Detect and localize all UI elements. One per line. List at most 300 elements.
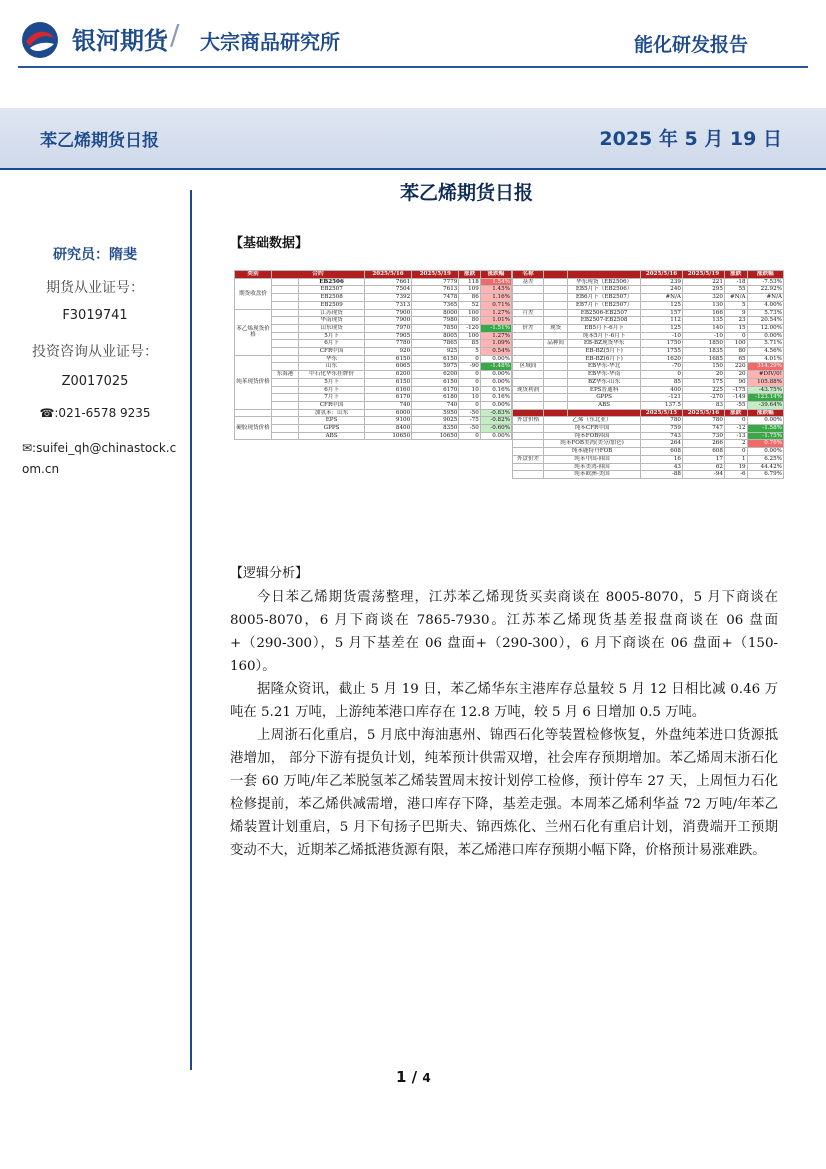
row-name: 纯苯CFR中国: [544, 425, 641, 433]
row-name: 纯苯5月下-6月下: [568, 332, 641, 340]
row-name: EB-BZ现货华东: [568, 340, 641, 348]
value-curr: 135: [682, 317, 724, 325]
table-row: [235, 417, 512, 425]
row-name: EB2507-EB2508: [568, 317, 641, 325]
row-name: GPPS: [299, 425, 365, 433]
value-prev: 6000: [364, 409, 411, 417]
value-pct: -1.51%: [480, 324, 511, 332]
table-header-cell: [568, 409, 641, 417]
row-sub-label: [544, 278, 568, 286]
value-change: #N/A: [724, 294, 747, 302]
value-prev: 7313: [364, 301, 411, 309]
row-sub-label: [272, 401, 299, 409]
value-change: 109: [459, 286, 480, 294]
license-label: 期货从业证号：: [46, 280, 144, 296]
value-prev: 400: [641, 386, 683, 394]
table-row: [235, 386, 512, 394]
table-row: [513, 386, 784, 394]
value-pct: -1.48%: [480, 363, 511, 371]
value-curr: 7865: [412, 340, 459, 348]
value-change: 0: [459, 401, 480, 409]
row-sub-label: [272, 378, 299, 386]
value-prev: 7900: [364, 309, 411, 317]
value-curr: 740: [412, 401, 459, 409]
row-sub-label: [272, 363, 299, 371]
table-header-cell: 2025/5/15: [641, 409, 683, 417]
row-name: ABS: [568, 401, 641, 409]
table-row: [513, 432, 784, 440]
value-curr: 1685: [682, 355, 724, 363]
email-link[interactable]: ✉:suifei_qh@chinastock.com.cn: [22, 441, 177, 476]
row-name: GPPS: [568, 394, 641, 402]
value-change: 86: [459, 294, 480, 302]
row-name: 山东: [299, 363, 365, 371]
value-change: 5: [724, 301, 747, 309]
table-row: [513, 417, 784, 425]
row-name: CFR中国: [299, 401, 365, 409]
value-curr: 6150: [412, 355, 459, 363]
row-name: EPS普通料: [568, 386, 641, 394]
row-name: 纯苯欧洲-美国: [544, 471, 641, 479]
value-change: 0: [459, 371, 480, 379]
row-sub-label: [272, 394, 299, 402]
value-pct: 0.71%: [480, 301, 511, 309]
value-prev: 920: [364, 348, 411, 356]
row-sub-label: [544, 394, 568, 402]
value-curr: 295: [682, 286, 724, 294]
row-sub-label: [544, 348, 568, 356]
value-prev: -10: [641, 332, 683, 340]
value-pct: -0.83%: [480, 409, 511, 417]
row-name: 纯苯美湾-韩国: [544, 463, 641, 471]
value-prev: 6150: [364, 355, 411, 363]
value-pct: 1.27%: [480, 332, 511, 340]
row-sub-label: [272, 417, 299, 425]
row-sub-label: [544, 378, 568, 386]
value-curr: 266: [682, 440, 724, 448]
header-rule: [18, 66, 808, 68]
value-change: 0: [724, 332, 747, 340]
company-name: 银河期货: [72, 27, 168, 55]
value-prev: 6160: [364, 386, 411, 394]
value-pct: -39.64%: [747, 401, 783, 409]
table-row: [235, 340, 512, 348]
table-header-cell: 2025/5/19: [412, 271, 459, 279]
value-change: -149: [724, 394, 747, 402]
row-group-label: [513, 332, 544, 340]
table-row: [235, 324, 512, 332]
row-sub-label: [544, 371, 568, 379]
row-sub-label: [544, 294, 568, 302]
row-sub-label: [272, 340, 299, 348]
row-group-label: [513, 371, 544, 379]
table-row: [513, 309, 784, 317]
row-name: 纯苯FOB韩国: [544, 432, 641, 440]
value-change: 23: [724, 317, 747, 325]
value-prev: 85: [641, 378, 683, 386]
value-curr: 175: [682, 378, 724, 386]
value-change: 55: [724, 286, 747, 294]
value-pct: -0.82%: [480, 417, 511, 425]
value-prev: 9100: [364, 417, 411, 425]
value-curr: 8005: [412, 332, 459, 340]
row-group-label: [513, 401, 544, 409]
table-row: [513, 286, 784, 294]
row-group-label: [513, 348, 544, 356]
value-curr: -94: [682, 471, 724, 479]
row-name: BZ华东-山东: [568, 378, 641, 386]
table-row: [513, 455, 784, 463]
sidebar-divider: [190, 190, 192, 1070]
table-header-row: [513, 271, 784, 279]
value-curr: -270: [682, 394, 724, 402]
row-name: 华南现货: [299, 317, 365, 325]
table-header-row: [513, 409, 784, 417]
row-group-label: 现货利润: [513, 386, 544, 394]
table-header-cell: 2025/5/16: [641, 271, 683, 279]
table-row: [513, 440, 784, 448]
table-header-cell: [513, 409, 544, 417]
value-prev: 125: [641, 301, 683, 309]
value-pct: 0.76%: [747, 440, 783, 448]
row-group-label: [513, 463, 544, 471]
value-change: -6: [724, 471, 747, 479]
value-change: 15: [724, 324, 747, 332]
table-row: [235, 425, 512, 433]
value-curr: 150: [682, 363, 724, 371]
value-prev: 6200: [364, 371, 411, 379]
value-prev: 157: [641, 309, 683, 317]
table-row: [513, 363, 784, 371]
row-name: EB-BZ(5月下): [568, 348, 641, 356]
title-band-rule: [0, 168, 826, 170]
value-curr: 8000: [412, 309, 459, 317]
table-row: [513, 278, 784, 286]
value-curr: 10650: [412, 432, 459, 440]
value-prev: -121: [641, 394, 683, 402]
row-sub-label: 现货: [544, 324, 568, 332]
value-prev: 740: [364, 401, 411, 409]
table-row: [235, 317, 512, 325]
row-sub-label: 品种间: [544, 340, 568, 348]
value-pct: 12.00%: [747, 324, 783, 332]
value-prev: 759: [641, 425, 683, 433]
row-name: 中石化华东挂牌价: [299, 371, 365, 379]
value-prev: 7392: [364, 294, 411, 302]
value-curr: 7613: [412, 286, 459, 294]
row-name: EB2506-EB2507: [568, 309, 641, 317]
row-name: 江苏现货: [299, 309, 365, 317]
value-pct: 314.29%: [747, 363, 783, 371]
table-header-cell: 名称: [513, 271, 544, 279]
value-change: 80: [459, 317, 480, 325]
row-group-label: 区域间: [513, 363, 544, 371]
value-pct: 0.54%: [480, 348, 511, 356]
row-group-label: [513, 394, 544, 402]
table-row: [513, 355, 784, 363]
row-group-label: [235, 409, 272, 417]
row-name: 山东现货: [299, 324, 365, 332]
row-sub-label: [544, 301, 568, 309]
value-change: 0: [459, 378, 480, 386]
row-sub-label: [272, 324, 299, 332]
row-sub-label: [544, 317, 568, 325]
value-prev: 7970: [364, 324, 411, 332]
value-prev: 6170: [364, 394, 411, 402]
table-row: [513, 394, 784, 402]
value-curr: 1850: [682, 340, 724, 348]
value-pct: -1.58%: [747, 425, 783, 433]
value-prev: -70: [641, 363, 683, 371]
value-change: 220: [724, 363, 747, 371]
table-row: [235, 371, 512, 379]
table-row: [235, 309, 512, 317]
row-name: EB-BZ(6月下): [568, 355, 641, 363]
value-prev: 608: [641, 448, 683, 456]
row-group-label: 月差: [513, 309, 544, 317]
table-header-cell: [568, 271, 641, 279]
value-change: 100: [724, 340, 747, 348]
row-group-label: 苯乙烯现货价格: [235, 309, 272, 355]
table-row: [513, 425, 784, 433]
value-pct: 20.54%: [747, 317, 783, 325]
row-name: 纯苯鹿特丹FOB: [544, 448, 641, 456]
row-name: 7月下: [299, 394, 365, 402]
header-divider: /: [170, 18, 180, 51]
value-prev: 780: [641, 417, 683, 425]
value-change: -50: [459, 409, 480, 417]
basic-data-table-right: [512, 270, 784, 479]
value-prev: 239: [641, 278, 683, 286]
value-curr: 221: [682, 278, 724, 286]
value-change: -120: [459, 324, 480, 332]
paragraph: 据隆众资讯，截止 5 月 19 日，苯乙烯华东主港库存总量较 5 月 12 日相比减 0.46 万吨在 5.21 万吨，上游纯苯港口库存在 12.8 万吨，较 5 月 6 日增加 0.5 万吨。: [230, 682, 778, 720]
value-pct: 0.16%: [480, 394, 511, 402]
row-group-label: [513, 432, 544, 440]
value-pct: 22.92%: [747, 286, 783, 294]
value-change: 10: [459, 386, 480, 394]
section-basic-data: 【基础数据】: [230, 236, 309, 251]
row-group-label: [513, 440, 544, 448]
value-prev: 240: [641, 286, 683, 294]
value-pct: #N/A: [747, 294, 783, 302]
phone: ☎:021-6578 9235: [39, 406, 151, 420]
value-change: 85: [459, 340, 480, 348]
value-change: 20: [724, 371, 747, 379]
value-prev: 1750: [641, 340, 683, 348]
table-row: [235, 348, 512, 356]
row-name: 华东现货（EB2506）: [568, 278, 641, 286]
row-name: EB华东-华北: [568, 363, 641, 371]
table-row: [235, 363, 512, 371]
value-pct: 0.16%: [480, 386, 511, 394]
value-curr: 62: [682, 463, 724, 471]
value-change: 5: [459, 348, 480, 356]
row-sub-label: [544, 309, 568, 317]
value-pct: 0.00%: [480, 371, 511, 379]
value-curr: 608: [682, 448, 724, 456]
value-change: 10: [459, 394, 480, 402]
row-group-label: 硬胶现货价格: [235, 417, 272, 440]
value-change: -90: [459, 363, 480, 371]
analysis-text: [230, 586, 778, 862]
row-sub-label: [544, 363, 568, 371]
table-row: [235, 401, 512, 409]
value-prev: 7900: [364, 317, 411, 325]
value-pct: -43.75%: [747, 386, 783, 394]
table-row: [513, 294, 784, 302]
value-curr: 7779: [412, 278, 459, 286]
value-prev: 7780: [364, 340, 411, 348]
value-change: 80: [724, 348, 747, 356]
institute-name: 大宗商品研究所: [200, 30, 340, 54]
table-row: [235, 278, 512, 286]
table-header-cell: 2025/5/16: [682, 409, 724, 417]
value-prev: 6065: [364, 363, 411, 371]
table-header-cell: 涨跌: [724, 271, 747, 279]
table-row: [513, 448, 784, 456]
value-curr: 747: [682, 425, 724, 433]
value-curr: 166: [682, 309, 724, 317]
row-sub-label: 东海港: [272, 371, 299, 379]
value-pct: 4.00%: [747, 301, 783, 309]
page-current: 1: [396, 1068, 407, 1086]
value-prev: 125: [641, 324, 683, 332]
value-curr: 320: [682, 294, 724, 302]
row-group-label: [513, 355, 544, 363]
basic-data-table-left: [234, 270, 512, 440]
row-group-label: 外盘价差: [513, 455, 544, 463]
value-curr: -10: [682, 332, 724, 340]
value-prev: 264: [641, 440, 683, 448]
row-name: EPS: [299, 417, 365, 425]
value-curr: 7478: [412, 294, 459, 302]
value-pct: -1.75%: [747, 432, 783, 440]
value-change: -55: [724, 401, 747, 409]
value-pct: 44.42%: [747, 463, 783, 471]
report-date: 2025 年 5 月 19 日: [599, 128, 782, 150]
row-name: ABS: [299, 432, 365, 440]
row-sub-label: [272, 432, 299, 440]
row-sub-label: [544, 355, 568, 363]
row-name: 纯苯FOB美湾(美分/加仑): [544, 440, 641, 448]
table-header-cell: [544, 271, 568, 279]
value-change: 52: [459, 301, 480, 309]
table-row: [235, 355, 512, 363]
row-sub-label: [272, 409, 299, 417]
table-row: [513, 301, 784, 309]
table-row: [235, 286, 512, 294]
value-change: 90: [724, 378, 747, 386]
row-sub-label: [272, 386, 299, 394]
row-name: 乙烯（东北亚）: [544, 417, 641, 425]
row-group-label: [513, 286, 544, 294]
value-pct: 0.00%: [747, 448, 783, 456]
value-prev: 7905: [364, 332, 411, 340]
report-type: 能化研发报告: [634, 34, 749, 56]
row-group-label: [513, 425, 544, 433]
row-group-label: 基差: [513, 278, 544, 286]
consult-license-label: 投资咨询从业证号：: [32, 344, 158, 360]
row-sub-label: [272, 332, 299, 340]
table-header-cell: 合约: [272, 271, 365, 279]
value-pct: 6.25%: [747, 455, 783, 463]
table-row: [513, 401, 784, 409]
value-prev: 8400: [364, 425, 411, 433]
value-prev: 16: [641, 455, 683, 463]
value-curr: 6200: [412, 371, 459, 379]
value-pct: 6.79%: [747, 471, 783, 479]
value-prev: 1755: [641, 348, 683, 356]
row-name: 6月下: [299, 340, 365, 348]
value-change: -18: [724, 278, 747, 286]
table-row: [513, 371, 784, 379]
value-curr: 8350: [412, 425, 459, 433]
value-prev: 6150: [364, 378, 411, 386]
table-row: [235, 394, 512, 402]
value-curr: 5975: [412, 363, 459, 371]
value-prev: 7504: [364, 286, 411, 294]
value-curr: 925: [412, 348, 459, 356]
row-sub-label: [272, 355, 299, 363]
value-change: 1: [724, 455, 747, 463]
page-separator: /: [411, 1068, 418, 1086]
value-pct: 5.73%: [747, 309, 783, 317]
row-name: EB6月下（EB2507）: [568, 294, 641, 302]
row-group-label: [513, 378, 544, 386]
table-header-cell: 2025/5/16: [364, 271, 411, 279]
value-pct: 1.01%: [480, 317, 511, 325]
table-row: [513, 340, 784, 348]
value-change: 0: [724, 417, 747, 425]
table-row: [235, 332, 512, 340]
yinhe-logo-icon: [20, 20, 60, 60]
value-change: 19: [724, 463, 747, 471]
value-pct: 1.16%: [480, 294, 511, 302]
table-row: [235, 294, 512, 302]
row-name: EB华东-华南: [568, 371, 641, 379]
paragraph: 今日苯乙烯期货震荡整理，江苏苯乙烯现货买卖商谈在 8005-8070，5 月下商谈在 8005-8070，6 月下商谈在 7865-7930。江苏苯乙烯现货基差报盘商谈在 06 盘面+（290-300），5 月下基差在 06 盘面+（290-300），6 月下商谈在 06 盘面+（150-160）。: [230, 590, 778, 674]
value-change: 100: [459, 332, 480, 340]
value-change: -75: [459, 417, 480, 425]
row-name: EB5月下（EB2506）: [568, 286, 641, 294]
value-pct: -7.53%: [747, 278, 783, 286]
value-curr: 7850: [412, 324, 459, 332]
value-change: 0: [459, 432, 480, 440]
row-name: 纯苯中国-韩国: [544, 455, 641, 463]
value-pct: 1.45%: [480, 286, 511, 294]
row-group-label: 价差: [513, 324, 544, 332]
table-header-cell: 涨跌幅: [480, 271, 511, 279]
table-row: [513, 317, 784, 325]
value-pct: 1.54%: [480, 278, 511, 286]
main-title: 苯乙烯期货日报: [400, 182, 534, 204]
value-curr: 6180: [412, 394, 459, 402]
table-row: [235, 409, 512, 417]
row-sub-label: [272, 348, 299, 356]
value-pct: 105.88%: [747, 378, 783, 386]
value-pct: 1.09%: [480, 340, 511, 348]
value-pct: #DIV/0!: [747, 371, 783, 379]
value-pct: -123.14%: [747, 394, 783, 402]
row-sub-label: [272, 301, 299, 309]
row-name: 华东: [299, 355, 365, 363]
value-curr: 6170: [412, 386, 459, 394]
table-header-cell: 涨跌幅: [747, 271, 783, 279]
value-prev: 10650: [364, 432, 411, 440]
row-name: 5月下: [299, 378, 365, 386]
value-prev: 7661: [364, 278, 411, 286]
